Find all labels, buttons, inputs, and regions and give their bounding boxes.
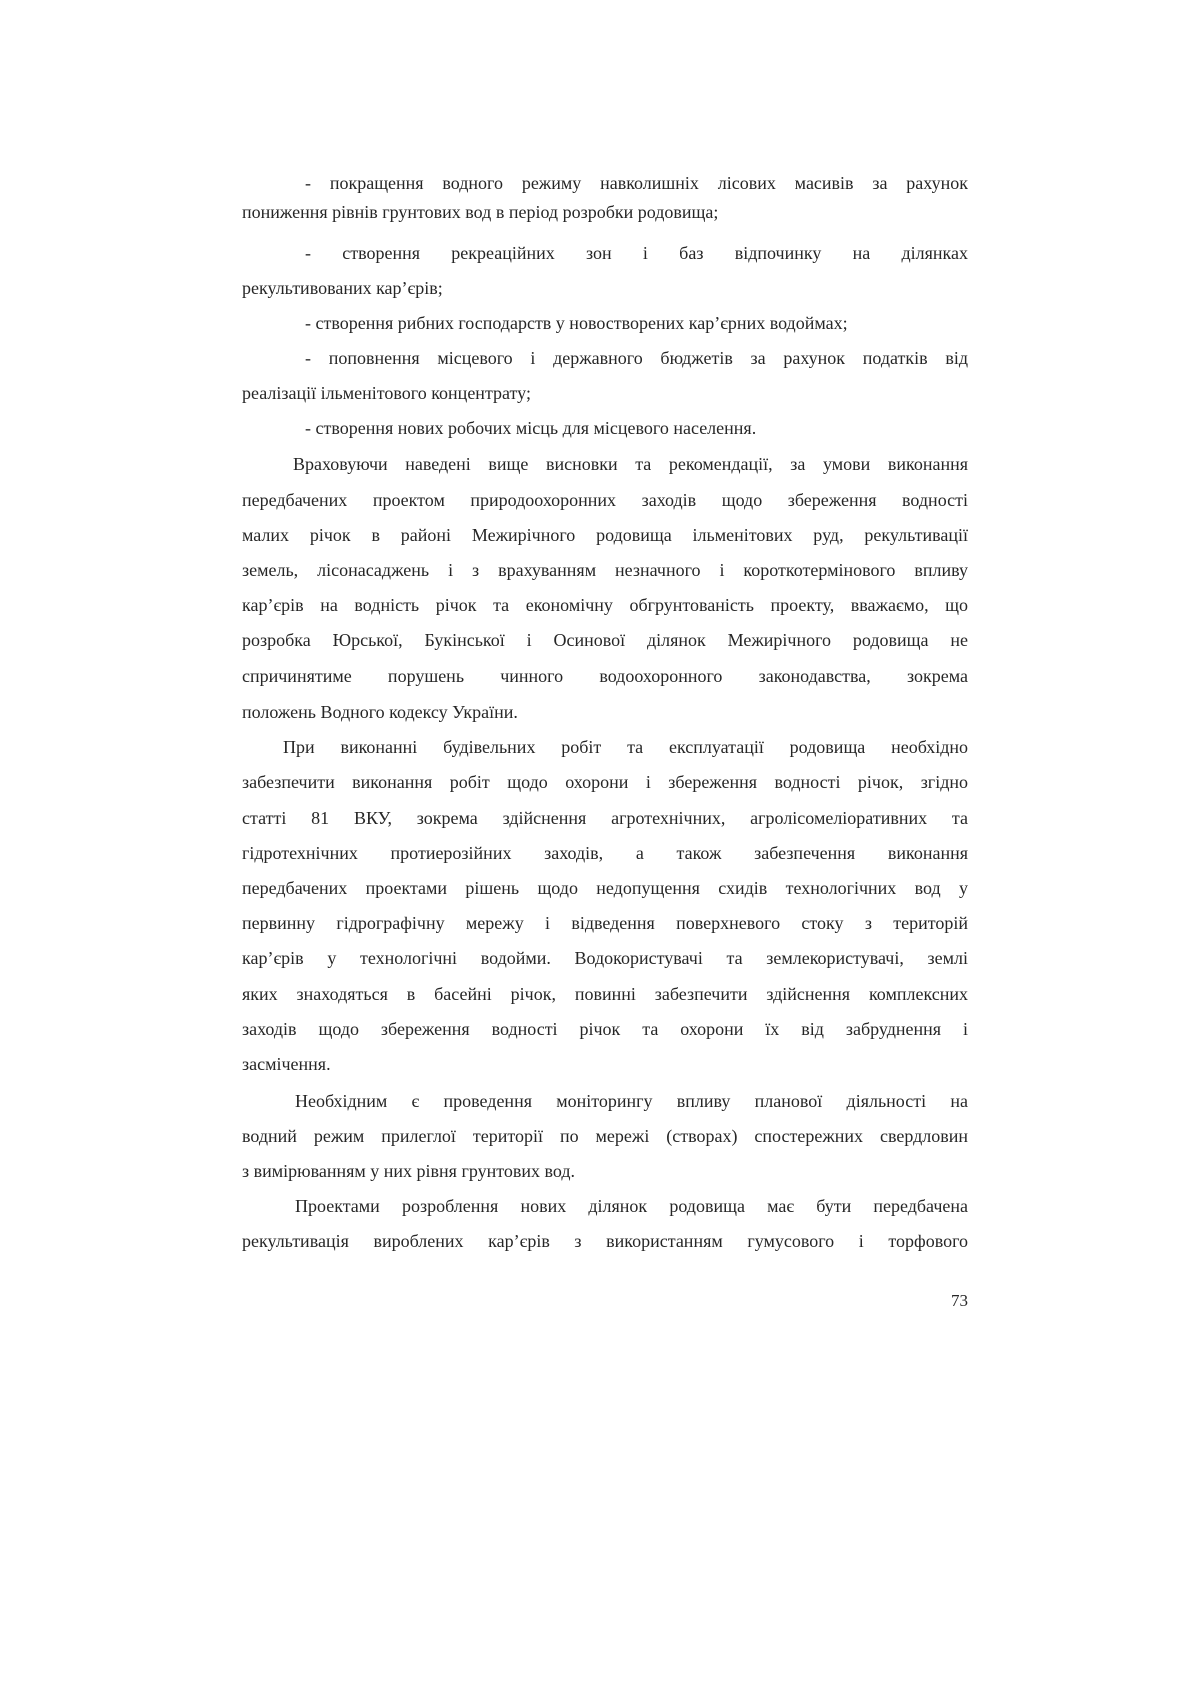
paragraph-line: передбачених проектом природоохоронних заходів щодо збереження водності bbox=[242, 490, 968, 510]
paragraph-line: забезпечити виконання робіт щодо охорони і збереження водності річок, згідно bbox=[242, 772, 968, 792]
paragraph-line: Необхідним є проведення моніторингу впливу планової діяльності на bbox=[295, 1091, 968, 1111]
list-item-line: - покращення водного режиму навколишніх лісових масивів за рахунок bbox=[305, 173, 968, 193]
list-item-line: - поповнення місцевого і державного бюджетів за рахунок податків від bbox=[305, 348, 968, 368]
paragraph-line: кар’єрів на водність річок та економічну обгрунтованість проекту, вважаємо, що bbox=[242, 595, 968, 615]
paragraph-line: спричинятиме порушень чинного водоохоронного законодавства, зокрема bbox=[242, 666, 968, 686]
list-item-line: реалізації ільменітового концентрату; bbox=[242, 383, 531, 403]
paragraph-line: рекультивація вироблених кар’єрів з використанням гумусового і торфового bbox=[242, 1231, 968, 1251]
page-number: 73 bbox=[951, 1291, 968, 1310]
paragraph-line: водний режим прилеглої території по мережі (створах) спостережних свердловин bbox=[242, 1126, 968, 1146]
paragraph-line: розробка Юрської, Букінської і Осинової ділянок Межирічного родовища не bbox=[242, 630, 968, 650]
list-item-line: - створення нових робочих місць для місцевого населення. bbox=[305, 418, 757, 438]
list-item-line: пониження рівнів грунтових вод в період розробки родовища; bbox=[242, 202, 719, 222]
paragraph-line: первинну гідрографічну мережу і відведення поверхневого стоку з територій bbox=[242, 913, 968, 933]
paragraph-line: передбачених проектами рішень щодо недопущення схидів технологічних вод у bbox=[242, 878, 968, 898]
paragraph-line: з вимірюванням у них рівня грунтових вод. bbox=[242, 1161, 575, 1181]
paragraph-line: засмічення. bbox=[242, 1054, 331, 1074]
paragraph-line: При виконанні будівельних робіт та експлуатації родовища необхідно bbox=[283, 737, 968, 757]
paragraph-line: малих річок в районі Межирічного родовища ільменітових руд, рекультивації bbox=[242, 525, 968, 545]
paragraph-line: положень Водного кодексу України. bbox=[242, 702, 518, 722]
paragraph-line: заходів щодо збереження водності річок та охорони їх від забруднення і bbox=[242, 1019, 968, 1039]
paragraph-line: Враховуючи наведені вище висновки та рекомендації, за умови виконання bbox=[293, 454, 968, 474]
paragraph-line: земель, лісонасаджень і з врахуванням незначного і короткотермінового впливу bbox=[242, 560, 968, 580]
paragraph-line: статті 81 ВКУ, зокрема здійснення агротехнічних, агролісомеліоративних та bbox=[242, 808, 968, 828]
paragraph-line: Проектами розроблення нових ділянок родовища має бути передбачена bbox=[295, 1196, 968, 1216]
paragraph-line: гідротехнічних протиерозійних заходів, а також забезпечення виконання bbox=[242, 843, 968, 863]
list-item-line: - створення рекреаційних зон і баз відпочинку на ділянках bbox=[305, 243, 968, 263]
paragraph-line: кар’єрів у технологічні водойми. Водокористувачі та землекористувачі, землі bbox=[242, 948, 968, 968]
paragraph-line: яких знаходяться в басейні річок, повинні забезпечити здійснення комплексних bbox=[242, 984, 968, 1004]
list-item-line: рекультивованих кар’єрів; bbox=[242, 278, 443, 298]
list-item-line: - створення рибних господарств у новостворених кар’єрних водоймах; bbox=[305, 313, 848, 333]
